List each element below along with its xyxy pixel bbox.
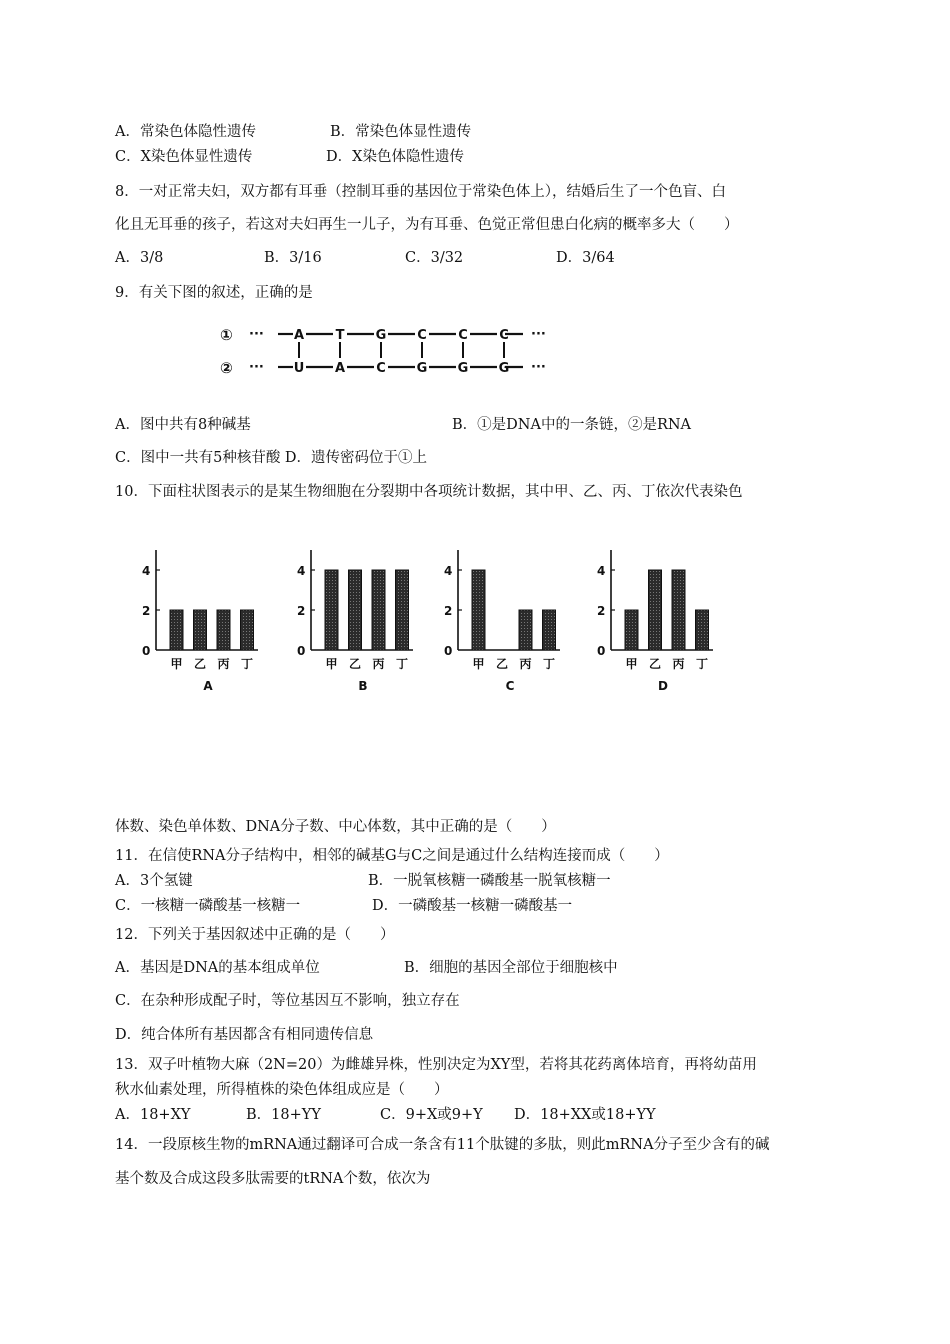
q7-option-b: B．常染色体显性遗传 xyxy=(330,124,472,140)
y-tick-label: 4 xyxy=(597,564,606,578)
bar-甲 xyxy=(170,610,183,650)
x-tick-label: 丁 xyxy=(395,657,409,671)
x-tick-label: 丁 xyxy=(542,657,556,671)
q14-stem-line2: 基个数及合成这段多肽需要的tRNA个数，依次为 xyxy=(115,1171,431,1187)
q12-stem: 12．下列关于基因叙述中正确的是（ ） xyxy=(115,927,395,943)
q12-option-b: B．细胞的基因全部位于细胞核中 xyxy=(404,960,618,976)
strand-2-right-ellipsis: ··· xyxy=(531,360,546,375)
strand-1-base: T xyxy=(335,328,345,343)
bar-丙 xyxy=(519,610,532,650)
bar-甲 xyxy=(325,570,338,650)
q13-option-b: B．18+YY xyxy=(246,1107,321,1123)
strand-1-base: C xyxy=(458,328,468,343)
q8-option-d: D．3/64 xyxy=(556,250,615,266)
strand-1-left-ellipsis: ··· xyxy=(249,327,264,342)
q13-option-a: A．18+XY xyxy=(115,1107,191,1123)
y-tick-label: 0 xyxy=(297,644,306,658)
y-tick-label: 2 xyxy=(297,604,306,618)
strand-2-base: G xyxy=(416,361,428,376)
bar-乙 xyxy=(349,570,362,650)
x-tick-label: 丙 xyxy=(217,657,230,671)
x-tick-label: 甲 xyxy=(325,657,338,671)
x-tick-label: 甲 xyxy=(170,657,183,671)
x-tick-label: 乙 xyxy=(193,657,207,671)
q13-option-d: D．18+XX或18+YY xyxy=(514,1107,656,1123)
bar-chart-b xyxy=(283,540,433,700)
bar-丁 xyxy=(543,610,556,650)
q10-stem: 10．下面柱状图表示的是某生物细胞在分裂期中各项统计数据，其中甲、乙、丙、丁依次代表染色 xyxy=(115,484,743,500)
q12-option-d: D．纯合体所有基因都含有相同遗传信息 xyxy=(115,1027,374,1043)
nucleic-acid-diagram xyxy=(215,318,555,383)
q11-option-c: C．一核糖一磷酸基一核糖一 xyxy=(115,898,301,914)
q9-option-b: B．①是DNA中的一条链，②是RNA xyxy=(452,417,692,433)
bar-chart-a xyxy=(128,540,278,700)
q8-option-a: A．3/8 xyxy=(115,250,164,266)
strand-2-base: C xyxy=(376,361,386,376)
y-tick-label: 4 xyxy=(142,564,151,578)
strand-2-base: A xyxy=(334,361,346,376)
x-tick-label: 乙 xyxy=(348,657,362,671)
bar-乙 xyxy=(649,570,662,650)
x-tick-label: 丁 xyxy=(240,657,254,671)
bar-丁 xyxy=(396,570,409,650)
q13-stem-line1: 13．双子叶植物大麻（2N=20）为雌雄异株，性别决定为XY型，若将其花药离体培育，再将幼苗用 xyxy=(115,1057,757,1073)
y-tick-label: 2 xyxy=(597,604,606,618)
strand-1-base: C xyxy=(499,328,509,343)
strand-1-base: C xyxy=(417,328,427,343)
strand-2-label: ② xyxy=(220,359,233,377)
x-tick-label: 乙 xyxy=(495,657,509,671)
q8-stem-line2: 化且无耳垂的孩子，若这对夫妇再生一儿子，为有耳垂、色觉正常但患白化病的概率多大（ ） xyxy=(115,217,739,233)
bar-丙 xyxy=(672,570,685,650)
q11-stem: 11．在信使RNA分子结构中，相邻的碱基G与C之间是通过什么结构连接而成（ ） xyxy=(115,848,669,864)
q10-continuation: 体数、染色单体数、DNA分子数、中心体数，其中正确的是（ ） xyxy=(115,819,556,835)
q7-option-d: D．X染色体隐性遗传 xyxy=(326,149,464,165)
x-tick-label: 丙 xyxy=(519,657,532,671)
y-tick-label: 2 xyxy=(444,604,453,618)
q12-option-a: A．基因是DNA的基本组成单位 xyxy=(115,960,320,976)
strand-2-base: U xyxy=(293,361,305,376)
q9-option-c-d: C．图中一共有5种核苷酸 D．遗传密码位于①上 xyxy=(115,450,428,466)
q8-option-b: B．3/16 xyxy=(264,250,322,266)
y-tick-label: 0 xyxy=(444,644,453,658)
bar-丁 xyxy=(241,610,254,650)
strand-1-base: A xyxy=(293,328,305,343)
q9-option-a: A．图中共有8种碱基 xyxy=(115,417,251,433)
bar-丙 xyxy=(372,570,385,650)
x-tick-label: 丁 xyxy=(695,657,709,671)
chart-title: C xyxy=(505,679,515,693)
bar-丙 xyxy=(217,610,230,650)
q13-stem-line2: 秋水仙素处理，所得植株的染色体组成应是（ ） xyxy=(115,1082,449,1098)
y-tick-label: 0 xyxy=(142,644,151,658)
q11-option-d: D．一磷酸基一核糖一磷酸基一 xyxy=(372,898,573,914)
x-tick-label: 甲 xyxy=(625,657,638,671)
strand-1-base: G xyxy=(375,328,387,343)
bar-chart-d xyxy=(583,540,733,700)
x-tick-label: 丙 xyxy=(372,657,385,671)
bar-chart-c xyxy=(430,540,580,700)
x-tick-label: 乙 xyxy=(648,657,662,671)
q7-option-c: C．X染色体显性遗传 xyxy=(115,149,253,165)
q9-stem: 9．有关下图的叙述，正确的是 xyxy=(115,285,313,301)
y-tick-label: 0 xyxy=(597,644,606,658)
chart-title: D xyxy=(658,679,668,693)
bar-甲 xyxy=(472,570,485,650)
bar-乙 xyxy=(194,610,207,650)
y-tick-label: 2 xyxy=(142,604,151,618)
bar-甲 xyxy=(625,610,638,650)
x-tick-label: 丙 xyxy=(672,657,685,671)
y-tick-label: 4 xyxy=(297,564,306,578)
q7-option-a: A．常染色体隐性遗传 xyxy=(115,124,256,140)
chart-title: B xyxy=(358,679,368,693)
q8-stem-line1: 8．一对正常夫妇，双方都有耳垂（控制耳垂的基因位于常染色体上），结婚后生了一个色盲、白 xyxy=(115,184,726,200)
strand-2-base: G xyxy=(457,361,469,376)
q11-option-b: B．一脱氧核糖一磷酸基一脱氧核糖一 xyxy=(368,873,611,889)
q11-option-a: A．3个氢键 xyxy=(115,873,193,889)
q14-stem-line1: 14．一段原核生物的mRNA通过翻译可合成一条含有11个肽键的多肽，则此mRNA分子至少含有的碱 xyxy=(115,1137,770,1153)
q13-option-c: C．9+X或9+Y xyxy=(380,1107,483,1123)
q8-option-c: C．3/32 xyxy=(405,250,464,266)
q12-option-c: C．在杂种形成配子时，等位基因互不影响，独立存在 xyxy=(115,993,460,1009)
chart-title: A xyxy=(203,679,213,693)
strand-2-left-ellipsis: ··· xyxy=(249,360,264,375)
bar-丁 xyxy=(696,610,709,650)
strand-1-right-ellipsis: ··· xyxy=(531,327,546,342)
strand-1-label: ① xyxy=(220,326,233,344)
y-tick-label: 4 xyxy=(444,564,453,578)
x-tick-label: 甲 xyxy=(472,657,485,671)
strand-2-base: G xyxy=(498,361,510,376)
